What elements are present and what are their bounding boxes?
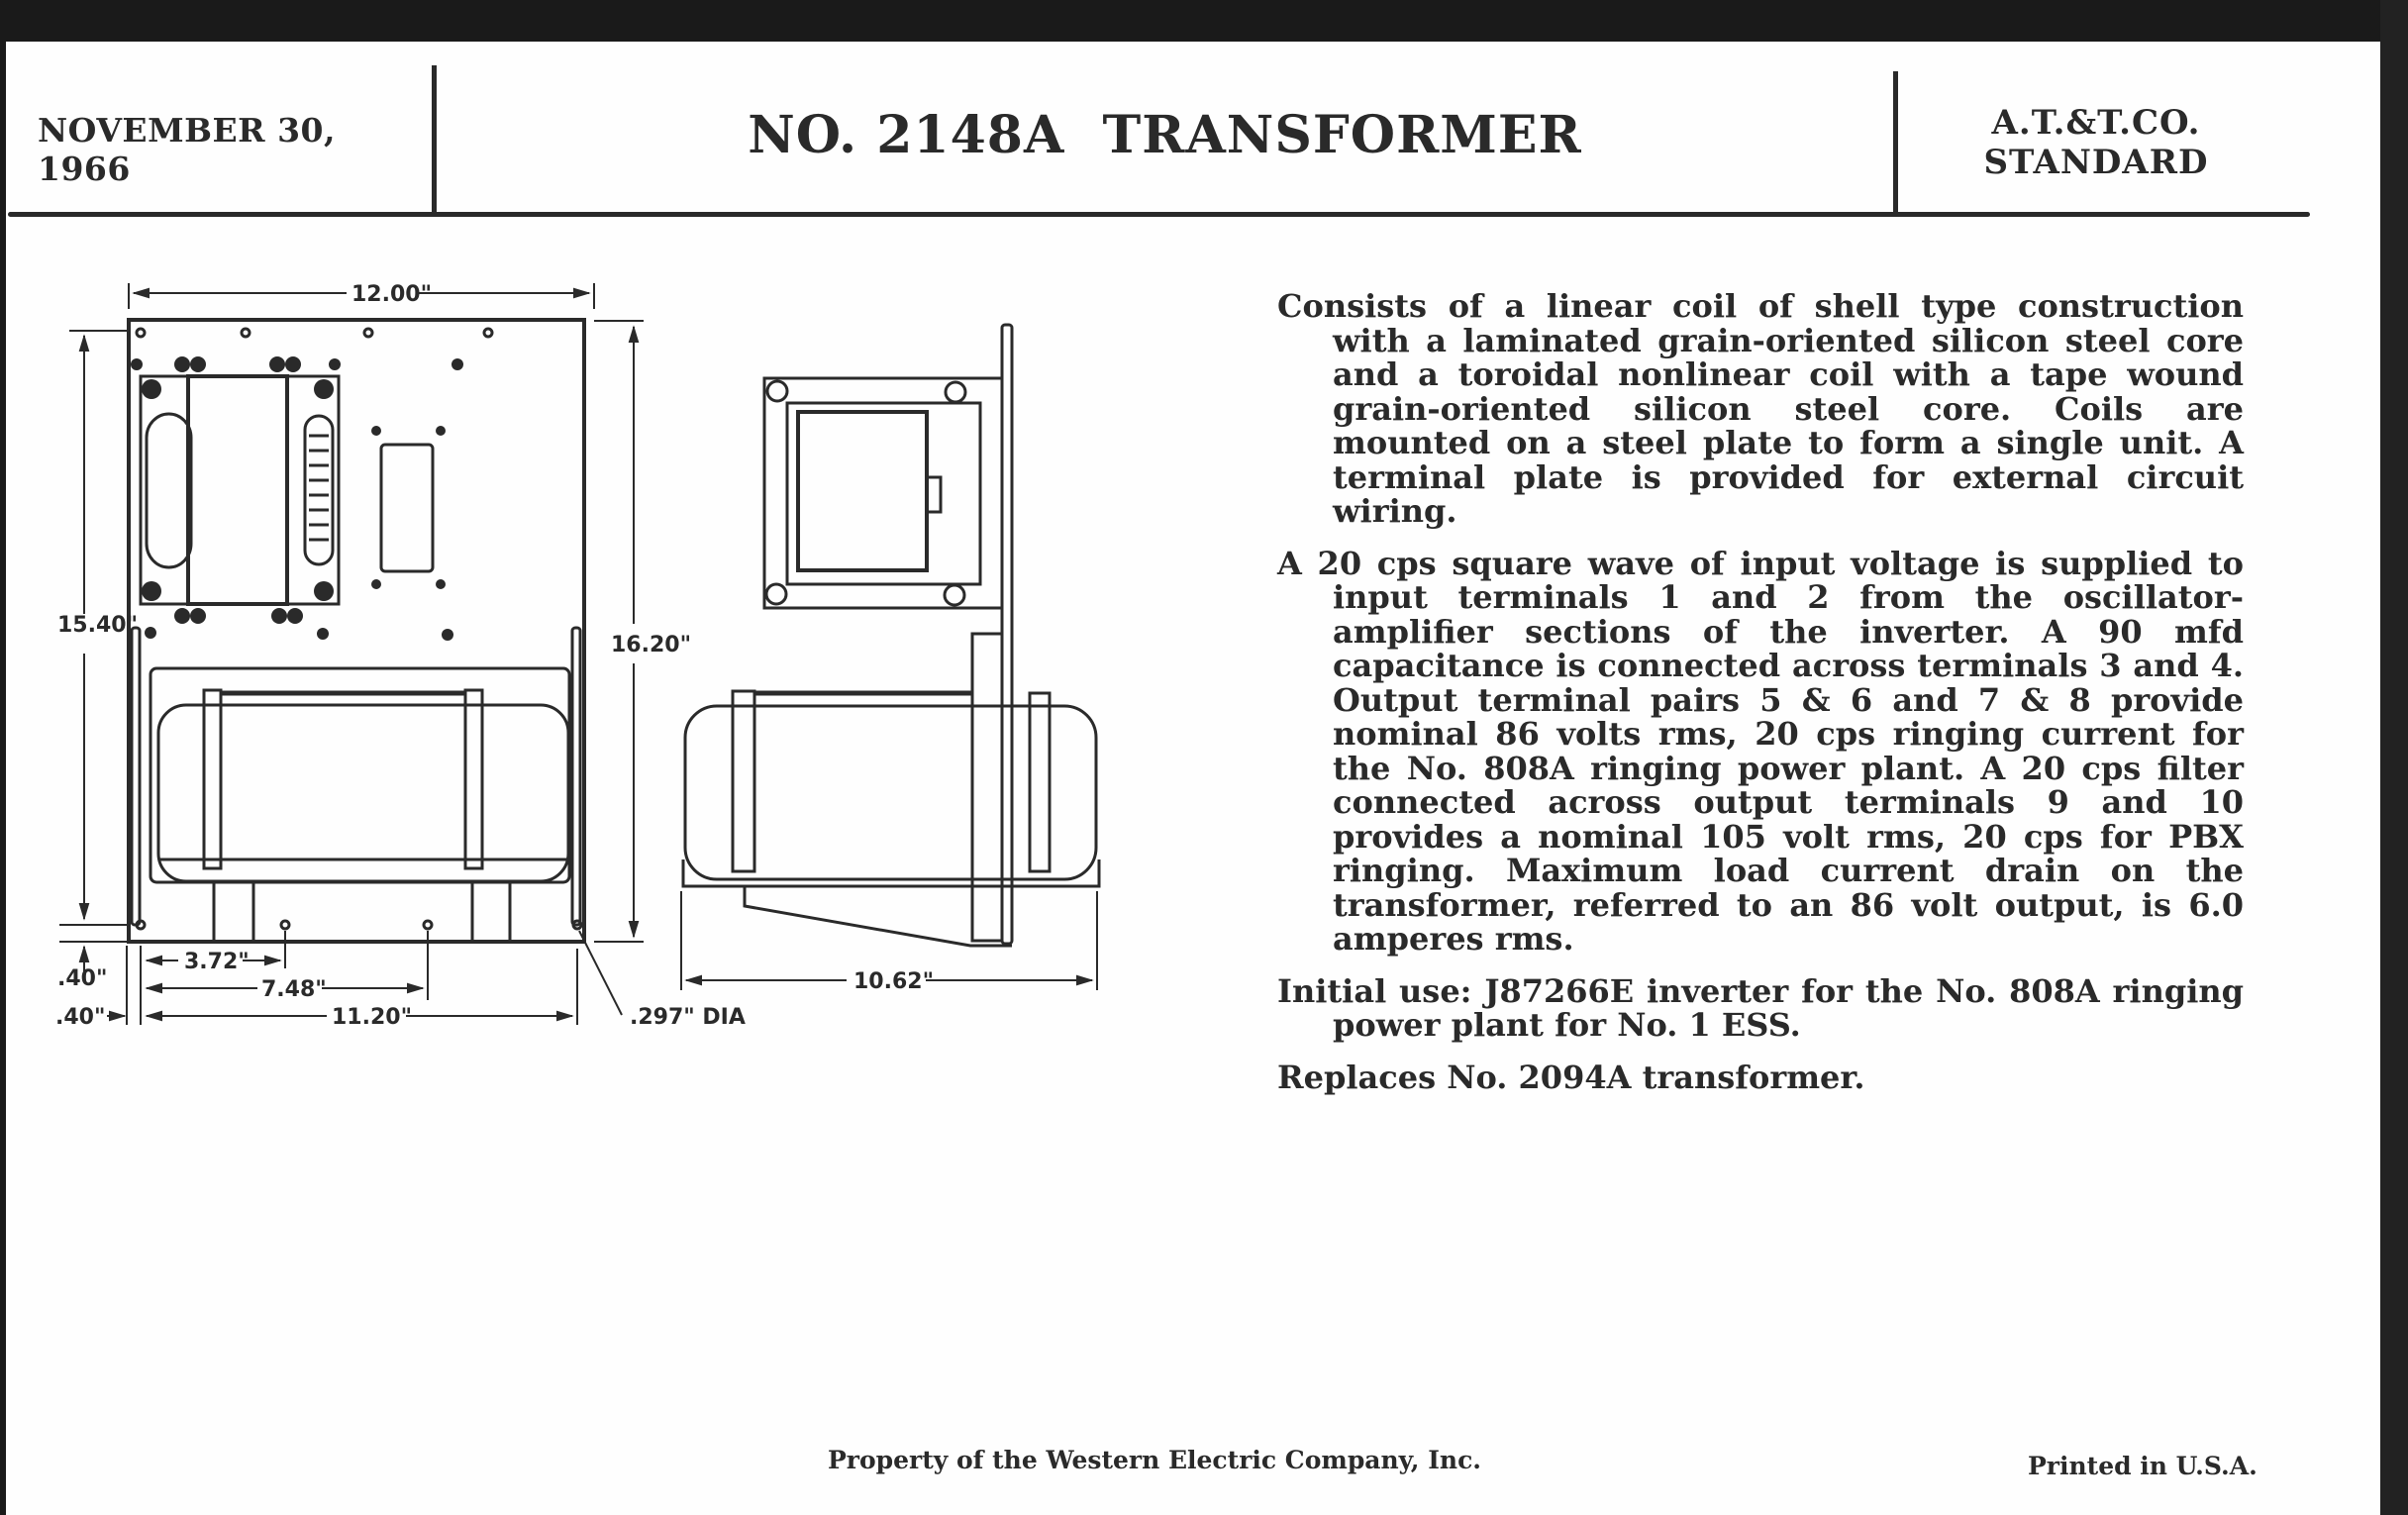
dim-offset-left: .40": [55, 1005, 106, 1030]
dim-side-depth: 10.62": [853, 969, 935, 994]
dim-hole-1: 3.72": [184, 950, 250, 974]
standard-line-1: A.T.&T.CO.: [1991, 103, 2201, 143]
dim-height-left: 15.40": [57, 613, 139, 638]
document-date: NOVEMBER 30, 1966: [38, 111, 336, 188]
front-view: [59, 283, 644, 1025]
description-paragraph: Consists of a linear coil of shell type construction with a laminated grain-oriented silicon steel core and a toroidal nonlinear coil with a tape wound grain-oriented silicon steel core. Coils are mounted on a steel plate to form a single unit. A terminal plate is provided for external circuit wiring.: [1277, 287, 2244, 530]
description-paragraph: A 20 cps square wave of input voltage is supplied to input terminals 1 and 2 from the oscillator-amplifier sections of the inverter. A 90 mfd capacitance is connected across terminals 3 and 4. Output terminal pairs 5 & 6 and 7 & 8 provide nominal 86 volts rms, 20 cps ringing current for the No. 808A ringing power plant. A 20 cps filter connected across output terminals 9 and 10 provides a nominal 105 volt rms, 20 cps for PBX ringing. Maximum load current drain on the transformer, referred to an 86 volt output, is 6.0 amperes rms.: [1277, 544, 2244, 958]
document-title: NO. 2148A TRANSFORMER: [748, 105, 1582, 165]
side-view: [681, 325, 1099, 990]
dim-hole-3: 11.20": [332, 1005, 413, 1030]
footer-printed: Printed in U.S.A.: [2028, 1452, 2258, 1480]
dim-offset-bottom: .40": [57, 966, 108, 991]
replaces-note: Replaces No. 2094A transformer.: [1277, 1058, 1865, 1096]
footer-property: Property of the Western Electric Company, Inc.: [828, 1446, 1482, 1474]
dim-height-right: 16.20": [611, 633, 692, 657]
dim-hole-2: 7.48": [261, 977, 327, 1002]
standard-line-2: STANDARD: [1983, 143, 2209, 182]
dim-width-top: 12.00": [351, 282, 433, 307]
initial-use: Initial use: J87266E inverter for the No. 808A ringing power plant for No. 1 ESS.: [1277, 971, 2244, 1044]
dim-hole-dia: .297" DIA: [630, 1005, 746, 1030]
